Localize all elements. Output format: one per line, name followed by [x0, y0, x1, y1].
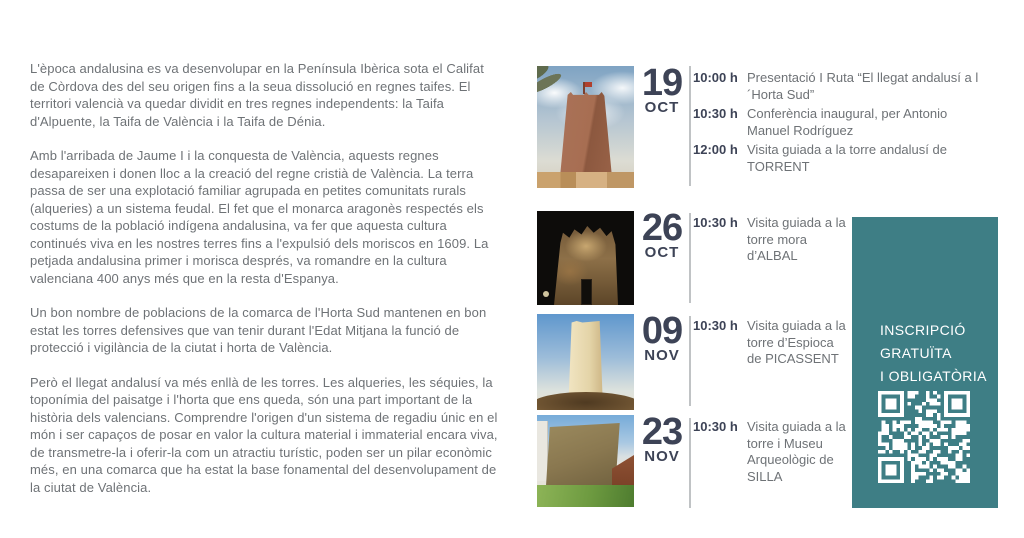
schedule-desc: Visita guiada a la torre andalusí de TORRENT — [747, 142, 947, 174]
schedule-desc: Visita guiada a la torre mora d’ALBAL — [747, 215, 846, 263]
schedule-time: 12:00 h — [693, 142, 738, 157]
event-month: OCT — [644, 244, 680, 261]
intro-paragraph: L'època andalusina es va desenvolupar en la Península Ibèrica sota el Califat de Còrdova des del seu origen fins a la seua dissolució en regnes taifes. El territori valencià va quedar dividit en tres regnes independents: la Taifa d'Alpuente, la Taifa de València i la Taifa de Dénia. — [30, 61, 484, 129]
event-day: 19 — [641, 62, 683, 104]
schedule-item — [693, 215, 847, 265]
schedule-time: 10:30 h — [693, 106, 738, 121]
registration-line: I OBLIGATÒRIA — [880, 368, 987, 384]
tower-photo-torrent — [537, 66, 634, 188]
event-date — [636, 62, 688, 117]
event-month: NOV — [644, 448, 680, 465]
registration-panel — [852, 217, 998, 508]
schedule-desc: Presentació I Ruta “El llegat andalusí a l´Horta Sud” — [747, 70, 979, 102]
intro-paragraph: Però el llegat andalusí va més enllà de les torres. Les alqueries, les séquies, la toponímia del paisatge i l'horta que ens queda, són una part important de la història dels valencians. Comprendre l'origen d'un sistema de regadiu únic en el món i ser capaços de posar en valor la cultura material i immaterial encara viva, de transmetre-la i oferir-la com un atractiu turístic, poden ser un pilar econòmic més, en una comarca que ha estat la base fonamental del desenvolupament de la ciutat de València. — [30, 374, 498, 495]
mound-art — [537, 392, 634, 410]
light-art — [543, 291, 549, 297]
schedule-time: 10:30 h — [693, 318, 738, 333]
schedule-item — [693, 106, 985, 139]
qr-code — [878, 391, 970, 483]
registration-line: INSCRIPCIÓ — [880, 322, 966, 338]
divider-line — [689, 316, 691, 406]
event-day: 23 — [641, 411, 683, 453]
event-day: 26 — [641, 207, 683, 249]
event-schedule — [693, 419, 847, 488]
tower-photo-espioca — [537, 314, 634, 410]
schedule-item — [693, 318, 847, 368]
schedule-time: 10:00 h — [693, 70, 738, 85]
tower-photo-silla — [537, 415, 634, 507]
event-day: 09 — [641, 310, 683, 352]
tower-art — [568, 321, 604, 397]
tower-door-art — [581, 279, 592, 305]
registration-text — [880, 319, 987, 388]
schedule-item — [693, 419, 847, 485]
grass-art — [537, 485, 634, 507]
building-art — [537, 421, 548, 481]
intro-paragraph: Amb l'arribada de Jaume I i la conquesta de València, aquests regnes desapareixen i donen lloc a la creació del regne cristià de València. La terra passa de ser una explotació familiar agrupada en petites comunitats rurals (alqueries) a un sistema feudal. El fet que el monarca aragonès respectés els costums de la població indígena andalusina, va fer que aquesta cultura continués viva en les nostres terres fins a l'expulsió dels moriscos en 1609. La petjada andalusina primer i morisca després, va romandre en la cultura valenciana 400 anys més que en la resta d'Espanya. — [30, 148, 489, 286]
divider-line — [689, 213, 691, 303]
divider-line — [689, 418, 691, 508]
event-date — [636, 411, 688, 466]
buildings-art — [537, 172, 634, 188]
event-schedule — [693, 215, 847, 268]
schedule-time: 10:30 h — [693, 419, 738, 434]
intro-paragraph: Un bon nombre de poblacions de la comarca de l'Horta Sud mantenen en bon estat les torres defensives que van tenir durant l'Edat Mitjana la funció de protecció i vigilància de la ciutat i horta de València. — [30, 305, 487, 355]
event-date — [636, 310, 688, 365]
intro-text — [30, 60, 500, 513]
registration-line: GRATUÏTA — [880, 345, 952, 361]
schedule-desc: Visita guiada a la torre d’Espioca de PICASSENT — [747, 318, 846, 366]
event-month: OCT — [644, 99, 680, 116]
event-month: NOV — [644, 347, 680, 364]
event-schedule — [693, 70, 985, 178]
tower-photo-albal-night — [537, 211, 634, 305]
schedule-desc: Visita guiada a la torre i Museu Arqueològic de SILLA — [747, 419, 846, 484]
event-date — [636, 207, 688, 262]
schedule-desc: Conferència inaugural, per Antonio Manuel Rodríguez — [747, 106, 948, 138]
flag-art — [583, 82, 585, 94]
divider-line — [689, 66, 691, 186]
event-schedule — [693, 318, 847, 371]
schedule-time: 10:30 h — [693, 215, 738, 230]
tower-art — [546, 423, 622, 489]
schedule-item — [693, 142, 985, 175]
schedule-item — [693, 70, 985, 103]
